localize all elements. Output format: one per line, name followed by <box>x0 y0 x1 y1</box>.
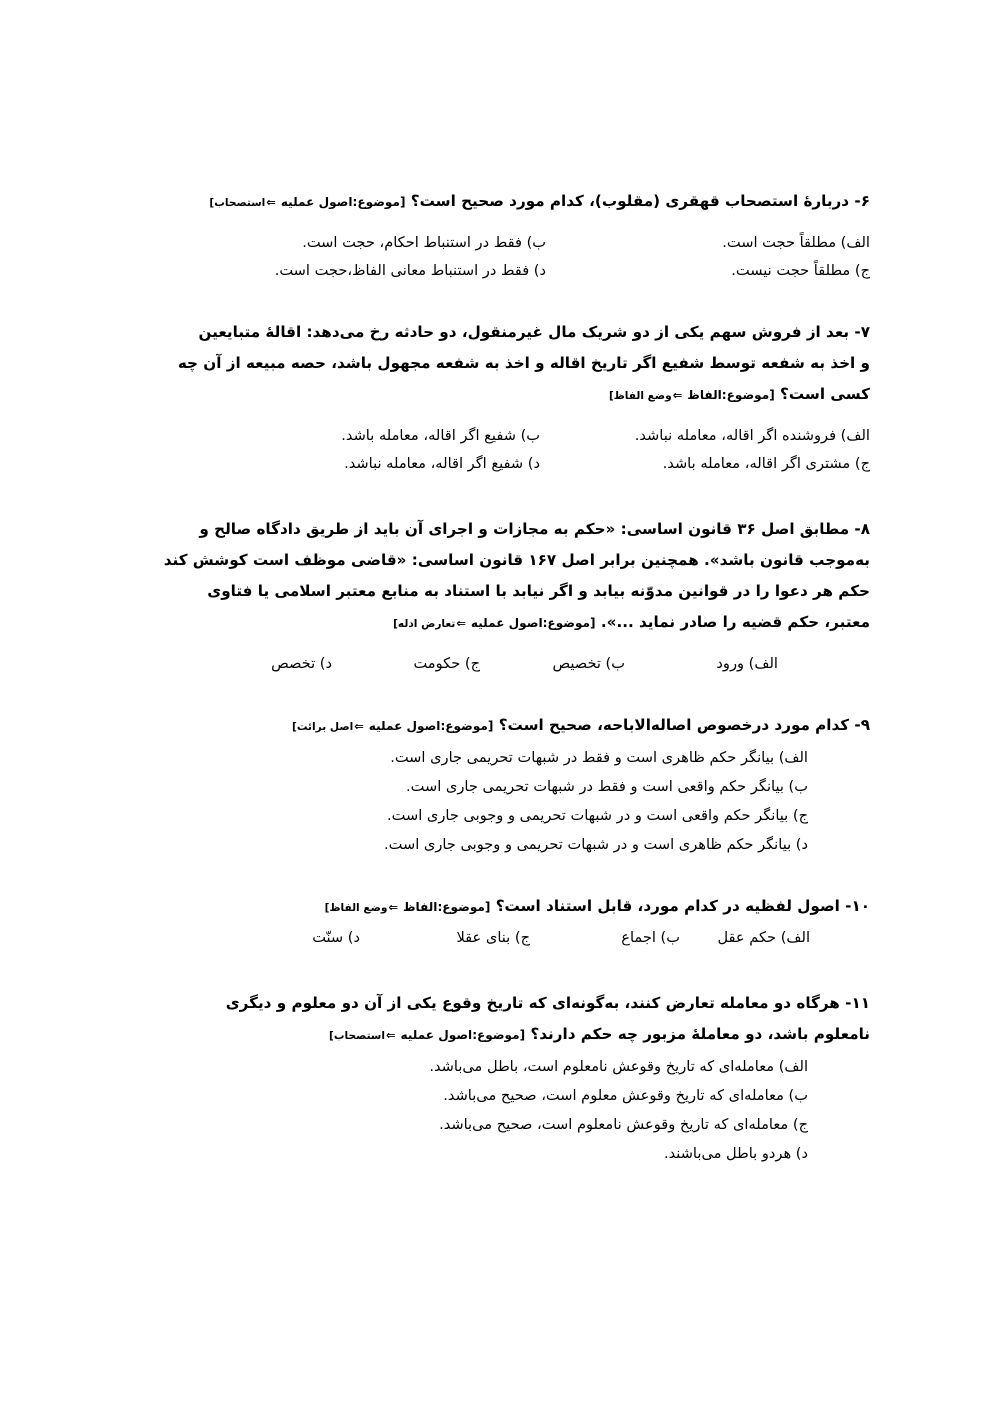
subject-head: اصول عملیه <box>280 195 353 209</box>
option-row <box>134 257 870 285</box>
question-6-subject <box>209 195 405 209</box>
option-dal[interactable]: د) تخصص <box>271 655 332 672</box>
option-be[interactable]: ب) فقط در استنباط احکام، حجت است. <box>302 234 546 251</box>
subject-tail: تعارض ادله <box>397 618 456 630</box>
question-10-text: اصول لفظیه در کدام مورد، قابل استناد است؟ <box>495 897 840 915</box>
option-row <box>134 924 870 952</box>
question-11 <box>134 988 870 1168</box>
question-8-number: ۸- <box>854 520 870 538</box>
subject-suffix: ] <box>608 390 614 402</box>
question-11-line-2 <box>134 1019 870 1052</box>
spacer <box>134 412 870 422</box>
question-7-number: ۷- <box>854 323 870 341</box>
question-6-options <box>134 229 870 285</box>
question-7-stem <box>134 317 870 412</box>
question-8-line-2: به‌موجب قانون باشد». همچنین برابر اصل ۱۶۷ قانون اساسی: «قاضی موظف است کوشش کند <box>163 551 870 569</box>
option-be[interactable]: ب) معامله‌ای که تاریخ وقوعش معلوم است، صحیح می‌باشد. <box>443 1087 808 1104</box>
question-7 <box>134 317 870 478</box>
question-6 <box>134 186 870 285</box>
spacer <box>134 492 870 514</box>
question-8-line-4 <box>134 607 870 640</box>
spacer <box>134 299 870 317</box>
option-jim[interactable]: ج) معامله‌ای که تاریخ وقوعش نامعلوم است، صحیح می‌باشد. <box>439 1116 808 1133</box>
subject-suffix: ] <box>209 197 215 209</box>
subject-tail: استصحاب <box>333 1030 385 1042</box>
subject-arrow-icon: ⇐ <box>354 719 364 733</box>
subject-head: الفاظ <box>402 900 438 914</box>
question-8-line-1 <box>134 514 870 545</box>
subject-suffix: ] <box>324 902 330 914</box>
subject-prefix: [موضوع: <box>472 1028 526 1042</box>
question-10 <box>134 891 870 952</box>
question-11-line-1 <box>134 988 870 1019</box>
option-be[interactable]: ب) بیانگر حکم واقعی است و فقط در شبهات تحریمی جاری است. <box>406 778 808 795</box>
subject-suffix: ] <box>393 618 398 630</box>
option-dal[interactable]: د) شفیع اگر اقاله، معامله نباشد. <box>344 455 540 472</box>
subject-tail: استصحاب <box>214 197 266 209</box>
option-alef[interactable]: الف) فروشنده اگر اقاله، معامله نباشد. <box>634 427 870 444</box>
questions-container <box>134 186 870 1182</box>
question-11-options <box>134 1052 870 1168</box>
question-7-line-1 <box>134 317 870 348</box>
question-11-text-1: هرگاه دو معامله تعارض کنند، به‌گونه‌ای که تاریخ وقوع یکی از آن دو معلوم و دیگری <box>225 994 840 1012</box>
question-9-number: ۹- <box>854 716 870 734</box>
question-7-text-3: کسی است؟ <box>780 385 870 403</box>
question-9-text: کدام مورد درخصوص اصاله‌الاباحه، صحیح است؟ <box>498 716 850 734</box>
option-row <box>134 450 870 478</box>
subject-arrow-icon: ⇐ <box>456 616 466 630</box>
question-8-line-3: حکم هر دعوا را در قوانین مدوّنه بیابد و اگر نیابد با استناد به منابع معتبر اسلامی یا فتاوی <box>207 582 870 600</box>
option-dal[interactable]: د) فقط در استنباط معانی الفاظ،حجت است. <box>274 262 546 279</box>
question-6-text: دربارهٔ استصحاب قهقری (مقلوب)، کدام مورد صحیح است؟ <box>410 192 850 210</box>
question-8-options <box>134 650 870 678</box>
question-8 <box>134 514 870 678</box>
question-11-stem <box>134 988 870 1052</box>
option-row <box>134 422 870 450</box>
question-9 <box>134 710 870 859</box>
question-8-subject <box>393 616 595 630</box>
question-8-text-1: مطابق اصل ۳۶ قانون اساسی: «حکم به مجازات و اجرای آن باید از طریق دادگاه صالح و <box>199 520 850 538</box>
option-be[interactable]: ب) تخصیص <box>552 655 625 672</box>
subject-head: اصول عملیه <box>400 1028 473 1042</box>
subject-arrow-icon: ⇐ <box>672 388 683 402</box>
spacer <box>134 640 870 650</box>
subject-prefix: [موضوع: <box>721 388 775 402</box>
option-jim[interactable]: ج) مطلقاً حجت نیست. <box>731 262 870 279</box>
question-10-stem <box>134 891 870 924</box>
option-alef[interactable]: الف) معامله‌ای که تاریخ وقوعش نامعلوم است، باطل می‌باشد. <box>429 1058 808 1075</box>
option-jim[interactable]: ج) مشتری اگر اقاله، معامله باشد. <box>662 455 870 472</box>
option-jim[interactable]: ج) حکومت <box>413 655 480 672</box>
spacer <box>134 966 870 988</box>
option-dal[interactable]: د) هردو باطل می‌باشند. <box>664 1145 808 1162</box>
question-10-subject <box>325 900 491 914</box>
subject-head: الفاظ <box>687 388 722 402</box>
option-alef[interactable]: الف) مطلقاً حجت است. <box>722 234 870 251</box>
question-11-number: ۱۱- <box>845 994 870 1012</box>
option-alef[interactable]: الف) ورود <box>716 655 778 672</box>
subject-tail: وضع الفاظ <box>613 390 672 402</box>
option-jim[interactable]: ج) بنای عقلا <box>456 929 530 946</box>
option-row <box>134 650 870 678</box>
subject-suffix: ] <box>329 1030 334 1042</box>
option-be[interactable]: ب) شفیع اگر اقاله، معامله باشد. <box>341 427 540 444</box>
question-10-options <box>134 924 870 952</box>
subject-prefix: [موضوع: <box>352 195 406 209</box>
option-jim[interactable]: ج) بیانگر حکم واقعی است و در شبهات تحریمی و وجوبی جاری است. <box>387 807 808 824</box>
subject-arrow-icon: ⇐ <box>266 195 276 209</box>
question-8-text-4: معتبر، حکم قضیه را صادر نماید ...». <box>600 613 870 631</box>
question-6-stem <box>134 186 870 219</box>
option-alef[interactable]: الف) بیانگر حکم ظاهری است و فقط در شبهات تحریمی جاری است. <box>390 749 808 766</box>
question-9-options <box>134 743 870 859</box>
subject-tail: وضع الفاظ <box>329 902 388 914</box>
question-9-stem <box>134 710 870 743</box>
option-row <box>134 229 870 257</box>
subject-prefix: [موضوع: <box>437 900 491 914</box>
question-7-options <box>134 422 870 478</box>
option-be[interactable]: ب) اجماع <box>621 929 680 946</box>
spacer <box>134 692 870 710</box>
subject-suffix: ] <box>291 721 297 733</box>
option-alef[interactable]: الف) حکم عقل <box>717 929 810 946</box>
subject-arrow-icon: ⇐ <box>388 900 398 914</box>
question-7-subject <box>609 388 775 402</box>
subject-prefix: [موضوع: <box>440 719 494 733</box>
subject-head: اصول عملیه <box>368 719 441 733</box>
question-9-subject <box>292 719 493 733</box>
option-dal[interactable]: د) سنّت <box>312 929 360 946</box>
question-8-stem <box>134 514 870 640</box>
question-10-number: ۱۰- <box>845 897 870 915</box>
spacer <box>134 219 870 229</box>
question-11-text-2: نامعلوم باشد، دو معاملهٔ مزبور چه حکم دارند؟ <box>530 1025 870 1043</box>
subject-head: اصول عملیه <box>470 616 543 630</box>
question-7-text-1: بعد از فروش سهم یکی از دو شریک مال غیرمنقول، دو حادثه رخ می‌دهد: اقالهٔ متبایعین <box>198 323 850 341</box>
question-11-subject <box>329 1028 525 1042</box>
question-7-line-3 <box>134 379 870 412</box>
subject-prefix: [موضوع: <box>542 616 596 630</box>
question-7-line-2: و اخذ به شفعه توسط شفیع اگر تاریخ اقاله و اخذ به شفعه مجهول باشد، حصه مبیعه از آن چه <box>177 354 870 372</box>
spacer <box>134 873 870 891</box>
subject-tail: اصل برائت <box>296 721 354 733</box>
subject-arrow-icon: ⇐ <box>385 1028 396 1042</box>
option-dal[interactable]: د) بیانگر حکم ظاهری است و در شبهات تحریمی و وجوبی جاری است. <box>384 836 808 853</box>
question-6-number: ۶- <box>854 192 870 210</box>
